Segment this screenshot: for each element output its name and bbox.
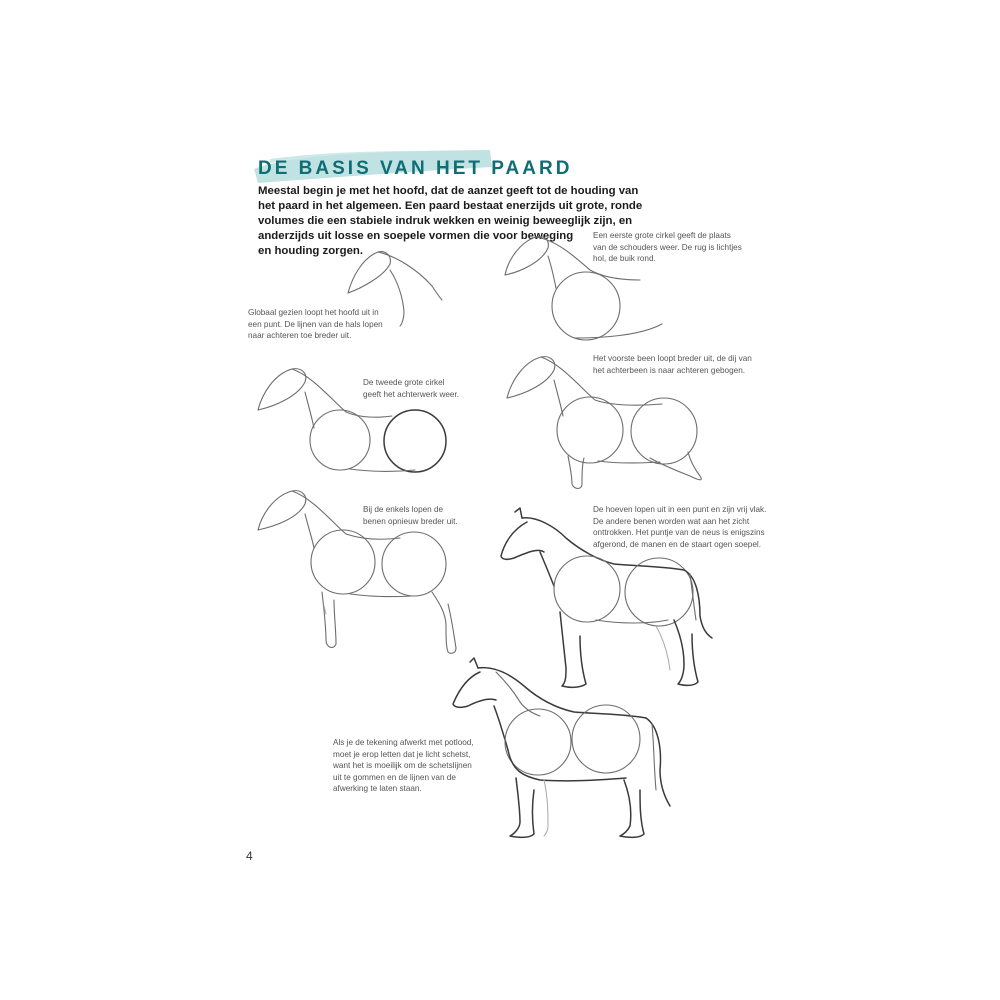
sketch-step-7-finished [453, 658, 670, 837]
caption-line: van de schouders weer. De rug is lichtjes [593, 242, 742, 252]
caption-line: benen opnieuw breder uit. [363, 516, 458, 526]
caption-line: afwerking te laten staan. [333, 784, 422, 793]
caption-line: Een eerste grote cirkel geeft de plaats [593, 231, 731, 240]
intro-line: en houding zorgen. [258, 245, 364, 257]
intro-line: anderzijds uit losse en soepele vormen die voor beweging [258, 230, 574, 242]
caption-line: De hoeven lopen uit in een punt en zijn vrij vlak. [593, 505, 767, 514]
caption-line: Het voorste been loopt breder uit, de dij van [593, 354, 752, 363]
caption-line: een punt. De lijnen van de hals lopen [248, 319, 383, 329]
caption-line: onttrokken. Het puntje van de neus is enigszins [593, 528, 765, 537]
caption-line: De tweede grote cirkel [363, 378, 445, 387]
sketch-step-5-ankles [258, 491, 456, 654]
sketch-step-6-hooves [501, 508, 712, 687]
caption-line: het achterbeen is naar achteren gebogen. [593, 365, 746, 375]
intro-line: volumes die een stabiele indruk wekken en weinig beweeglijk zijn, en [258, 215, 633, 227]
caption-line: geeft het achterwerk weer. [363, 389, 460, 399]
intro-line: Meestal begin je met het hoofd, dat de aanzet geeft tot de houding van [258, 185, 639, 197]
caption-line: Als je de tekening afwerkt met potlood, [333, 738, 474, 747]
caption-line: De andere benen worden wat aan het zicht [593, 516, 750, 526]
sketch-step-4-legs [507, 357, 701, 489]
page-number: 4 [246, 849, 253, 863]
caption-line: want het is moeilijk om de schetslijnen [333, 761, 472, 770]
sketch-step-2-shoulder [505, 237, 662, 340]
sketch-step-1-head [348, 252, 442, 326]
intro-line: het paard in het algemeen. Een paard bestaat enerzijds uit grote, ronde [258, 200, 643, 212]
caption-line: uit te gommen en de lijnen van de [333, 772, 456, 782]
caption-line: Bij de enkels lopen de [363, 505, 444, 514]
caption-line: naar achteren toe breder uit. [248, 331, 352, 340]
caption-line: hol, de buik rond. [593, 254, 656, 263]
page-title: DE BASIS VAN HET PAARD [258, 158, 573, 179]
caption-line: afgerond, de manen en de staart ogen soepel. [593, 539, 761, 549]
sketch-step-3-hindquarter [258, 369, 446, 472]
caption-line: Globaal gezien loopt het hoofd uit in [248, 308, 379, 317]
caption-line: moet je erop letten dat je licht schetst, [333, 749, 471, 759]
